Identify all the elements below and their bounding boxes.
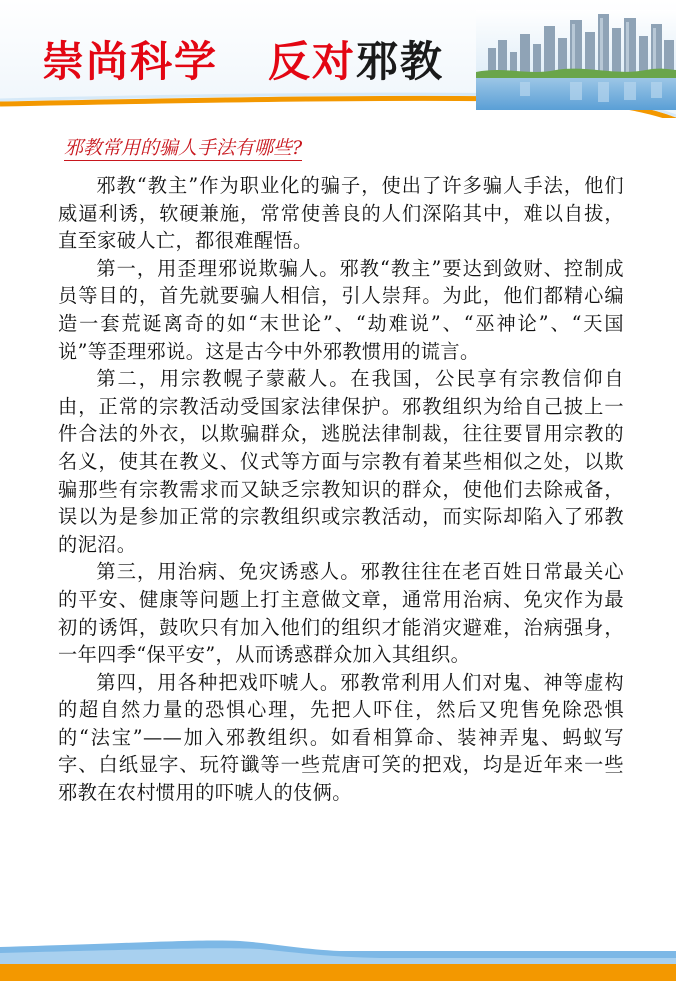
paragraph-first: 第一，用歪理邪说欺骗人。邪教“教主”要达到敛财、控制成员等目的，首先就要骗人相信，引人崇拜。为此，他们都精心编造一套荒诞离奇的如“末世论”、“劫难说”、“巫神论”、“天国说”等歪理邪说。这是古今中外邪教惯用的谎言。 bbox=[58, 256, 624, 363]
article-body bbox=[58, 172, 624, 807]
title-science: 崇尚科学 bbox=[42, 37, 219, 86]
city-skyline-icon bbox=[476, 10, 676, 110]
paragraph-intro: 邪教“教主”作为职业化的骗子，使出了许多骗人手法，他们威逼利诱，软硬兼施，常常使善良的人们深陷其中，难以自拔，直至家破人亡，都很难醒悟。 bbox=[58, 174, 624, 253]
paragraph-second: 第二，用宗教幌子蒙蔽人。在我国，公民享有宗教信仰自由，正常的宗教活动受国家法律保护。邪教组织为给自己披上一件合法的外衣，以欺骗群众，逃脱法律制裁，往往要冒用宗教的名义，使其在教义、仪式等方面与宗教有着某些相似之处，以欺骗那些有宗教需求而又缺乏宗教知识的群众，使他们去除戒备，误以为是参加正常的宗教组织或宗教活动，而实际却陷入了邪教的泥沼。 bbox=[58, 367, 624, 556]
header-title bbox=[42, 36, 444, 88]
article-subtitle: 邪教常用的骗人手法有哪些? bbox=[64, 137, 303, 159]
title-cult: 邪教 bbox=[356, 37, 445, 86]
paragraph-third: 第三，用治病、免灾诱惑人。邪教往往在老百姓日常最关心的平安、健康等问题上打主意做文章，通常用治病、免灾作为最初的诱饵，鼓吹只有加入他们的组织才能消灾避难，治病强身，一年四季“保平安”，从而诱惑群众加入其组织。 bbox=[58, 560, 624, 667]
paragraph-fourth: 第四，用各种把戏吓唬人。邪教常利用人们对鬼、神等虚构的超自然力量的恐惧心理，先把人吓住，然后又兜售免除恐惧的“法宝”——加入邪教组织。如看相算命、装神弄鬼、蚂蚁写字、白纸显字、玩符谶等一些荒唐可笑的把戏，均是近年来一些邪教在农村惯用的吓唬人的伎俩。 bbox=[58, 670, 624, 805]
header-banner bbox=[0, 0, 676, 118]
title-oppose: 反对 bbox=[268, 37, 357, 86]
footer-band bbox=[0, 931, 676, 981]
